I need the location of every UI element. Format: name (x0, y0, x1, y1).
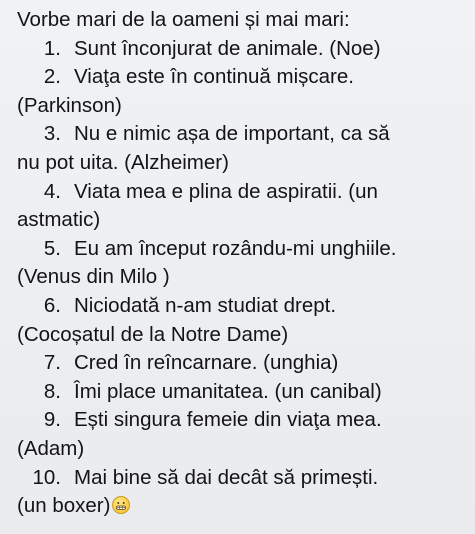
item-text: Cred în reîncarnare. (unghia) (74, 351, 339, 375)
item-text: Ești singura femeie din viaţa mea. (74, 408, 382, 432)
list-item (17, 120, 465, 149)
list-item (17, 292, 465, 321)
list-item (17, 349, 465, 378)
item-number: 5. (43, 236, 61, 260)
list-item (17, 464, 465, 493)
item-text: Nu e nimic așa de important, ca să (74, 122, 390, 146)
list-item-continuation: astmatic) (17, 208, 101, 232)
item-number: 10. (32, 465, 61, 489)
grimacing-face-icon (112, 496, 130, 514)
item-number: 4. (43, 179, 61, 203)
list-item (17, 378, 465, 407)
list-item-continuation: nu pot uita. (Alzheimer) (17, 150, 229, 174)
item-number: 3. (43, 122, 61, 146)
item-number: 9. (43, 408, 61, 432)
item-text: Viata mea e plina de aspiratii. (un (74, 179, 378, 203)
list-item (17, 63, 465, 92)
list-item-continuation: (Adam) (17, 436, 85, 460)
item-number: 1. (43, 36, 61, 60)
list-item (17, 178, 465, 207)
item-text: Viaţa este în continuă mișcare. (74, 65, 354, 89)
item-text: Eu am început rozându-mi unghiile. (74, 236, 397, 260)
item-text: Sunt înconjurat de animale. (Noe) (74, 36, 381, 60)
list-item (17, 35, 465, 64)
item-text: Mai bine să dai decât să primești. (74, 465, 379, 489)
page-title: Vorbe mari de la oameni și mai mari: (17, 8, 350, 31)
item-number: 7. (43, 351, 61, 375)
item-continuation-text: (un boxer) (17, 494, 111, 518)
item-text: Niciodată n-am studiat drept. (74, 293, 337, 317)
list-item (17, 235, 465, 264)
list-item-continuation: (Parkinson) (17, 93, 122, 117)
quote-list (17, 35, 465, 521)
list-item (17, 406, 465, 435)
list-item-continuation (17, 492, 465, 521)
item-number: 2. (43, 65, 61, 89)
item-number: 6. (43, 293, 61, 317)
item-number: 8. (43, 379, 61, 403)
list-item-continuation: (Cocoșatul de la Notre Dame) (17, 322, 289, 346)
item-text: Îmi place umanitatea. (un canibal) (74, 379, 382, 403)
list-item-continuation: (Venus din Milo ) (17, 265, 170, 289)
